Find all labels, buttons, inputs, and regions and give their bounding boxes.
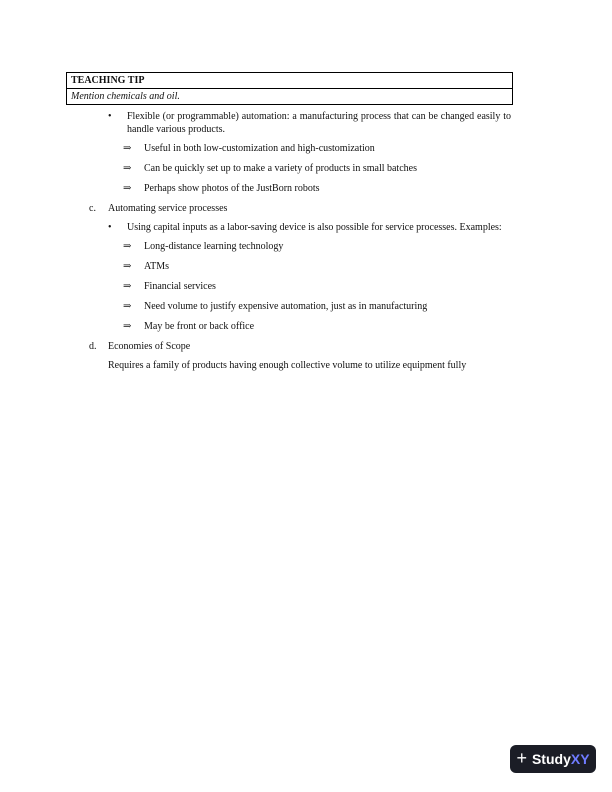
teaching-tip-heading: TEACHING TIP <box>67 73 512 89</box>
arrow-icon: ⇒ <box>123 241 132 252</box>
list-item <box>66 240 511 253</box>
list-item <box>66 260 511 273</box>
studyxy-badge[interactable] <box>510 745 596 773</box>
bullet-text: Using capital inputs as a labor-saving device is also possible for service processes. Examples: <box>127 222 502 233</box>
list-item-text: Perhaps show photos of the JustBorn robots <box>144 183 320 194</box>
arrow-icon: ⇒ <box>123 183 132 194</box>
list-item-text: May be front or back office <box>144 321 255 332</box>
list-item-text: Financial services <box>144 281 216 292</box>
brand-name: Study <box>531 750 571 767</box>
arrow-icon: ⇒ <box>123 261 132 272</box>
bullet-icon: • <box>108 222 112 233</box>
list-item-text: Can be quickly set up to make a variety of products in small batches <box>144 163 417 174</box>
arrow-icon: ⇒ <box>123 321 132 332</box>
arrow-icon: ⇒ <box>123 163 132 174</box>
bullet-service-automation <box>66 221 511 234</box>
outline-content <box>66 110 511 378</box>
bullet-icon: • <box>108 111 112 122</box>
bullet-flexible-automation <box>66 110 511 136</box>
arrow-icon: ⇒ <box>123 143 132 154</box>
list-item-text: Long-distance learning technology <box>144 241 284 252</box>
arrow-icon: ⇒ <box>123 281 132 292</box>
section-letter: d. <box>89 341 97 352</box>
section-letter: c. <box>89 203 96 214</box>
section-d-text: Requires a family of products having enough collective volume to utilize equipment fully <box>108 360 467 371</box>
plus-icon: + <box>516 748 527 769</box>
section-d-heading <box>66 340 511 353</box>
list-item-text: ATMs <box>144 261 170 272</box>
list-item <box>66 300 511 313</box>
list-item <box>66 320 511 333</box>
bullet-text: Flexible (or programmable) automation: a manufacturing process that can be changed easily to handle various products. <box>127 111 511 135</box>
list-item <box>66 182 511 195</box>
section-c-heading <box>66 202 511 215</box>
teaching-tip-body: Mention chemicals and oil. <box>71 91 180 102</box>
list-item <box>66 162 511 175</box>
section-title: Automating service processes <box>108 203 228 214</box>
brand-accent: XY <box>570 750 590 767</box>
arrow-icon: ⇒ <box>123 301 132 312</box>
list-item <box>66 280 511 293</box>
list-item <box>66 142 511 155</box>
list-item-text: Useful in both low-customization and high-customization <box>144 143 375 154</box>
teaching-tip-box <box>66 72 513 105</box>
section-title: Economies of Scope <box>108 341 191 352</box>
list-item-text: Need volume to justify expensive automation, just as in manufacturing <box>144 301 428 312</box>
